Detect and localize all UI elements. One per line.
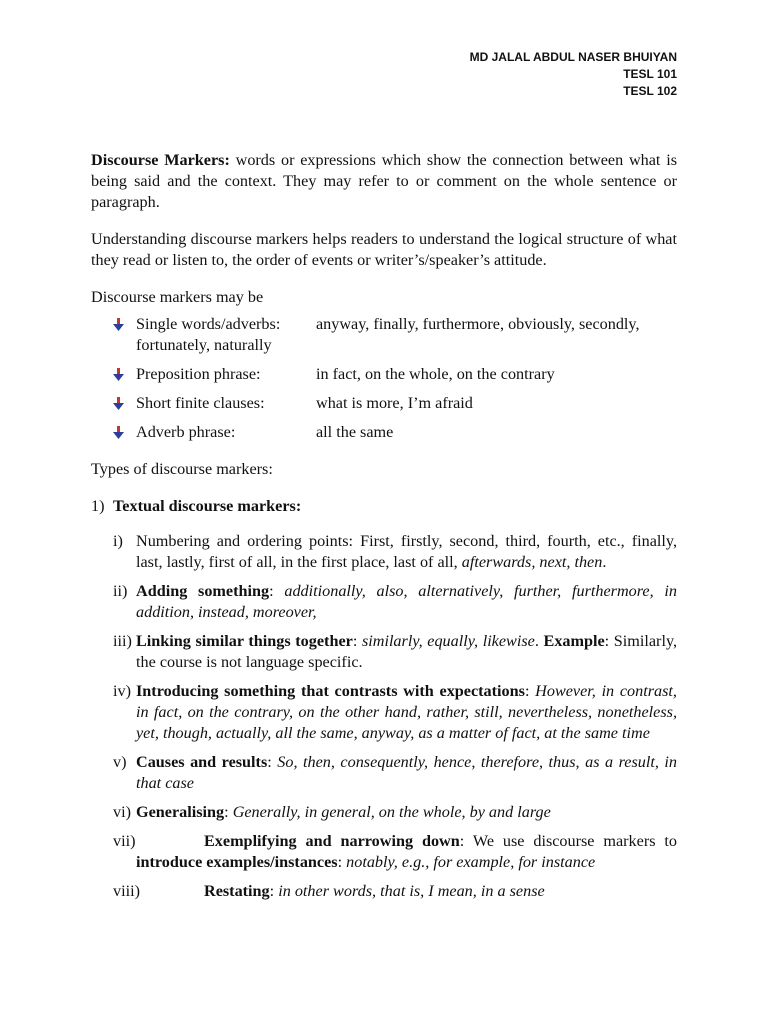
may-be-line: Discourse markers may be bbox=[91, 288, 264, 306]
list-item bbox=[91, 802, 677, 823]
arrow-bullet-icon bbox=[113, 397, 124, 410]
term-heading: Discourse Markers: bbox=[91, 151, 230, 169]
list-item bbox=[91, 831, 677, 873]
list-item bbox=[91, 531, 677, 573]
definition-paragraph bbox=[91, 150, 677, 213]
bullet-label: Single words/adverbs: bbox=[136, 315, 281, 333]
item-bold-2: introduce examples/instances bbox=[136, 853, 338, 871]
item-italic: similarly, equally, likewise bbox=[361, 632, 535, 650]
item-italic: Generally, in general, on the whole, by and large bbox=[232, 803, 551, 821]
bullet-label: Short finite clauses: bbox=[136, 394, 265, 412]
types-heading: Types of discourse markers: bbox=[91, 460, 273, 478]
document-body bbox=[91, 150, 677, 910]
item-sep: : bbox=[267, 753, 278, 771]
section-heading bbox=[91, 496, 677, 517]
arrow-bullet-icon bbox=[113, 426, 124, 439]
example-text: : Similarly, the course is not language specific. bbox=[136, 632, 678, 671]
author-name: MD JALAL ABDUL NASER BHUIYAN bbox=[469, 50, 677, 64]
item-number: vii) bbox=[113, 832, 136, 850]
item-bold: Introducing something that contrasts with expectations bbox=[136, 682, 525, 700]
section-number: 1) bbox=[91, 497, 105, 515]
item-bold: Exemplifying and narrowing down bbox=[204, 832, 460, 850]
bullet-examples-cont: fortunately, naturally bbox=[136, 336, 272, 354]
bullet-examples: anyway, finally, furthermore, obviously, secondly, bbox=[316, 315, 640, 333]
understanding-paragraph: Understanding discourse markers helps readers to understand the logical structure of what they read or listen to, the order of events or writer’s/speaker’s attitude. bbox=[91, 230, 677, 269]
item-sep: : bbox=[352, 632, 362, 650]
item-sep: : bbox=[269, 582, 285, 600]
section-title: Textual discourse markers: bbox=[113, 497, 302, 515]
list-item bbox=[91, 881, 677, 902]
list-item bbox=[91, 581, 677, 623]
bullet-label: Adverb phrase: bbox=[136, 423, 236, 441]
item-number: vi) bbox=[113, 803, 131, 821]
item-italic: So, then, consequently, hence, therefore, thus, as a result, in that case bbox=[136, 753, 678, 792]
bullet-examples: all the same bbox=[316, 423, 394, 441]
item-plain: : We use discourse markers to bbox=[459, 832, 677, 850]
item-bold: Restating bbox=[204, 882, 270, 900]
item-italic: additionally, also, alternatively, further, furthermore, in addition, instead, moreover, bbox=[136, 582, 677, 621]
list-item bbox=[91, 631, 677, 673]
item-tail: . bbox=[602, 553, 607, 571]
item-bold: Linking similar things together bbox=[136, 632, 353, 650]
document-header bbox=[470, 49, 677, 100]
bullet-examples: what is more, I’m afraid bbox=[316, 394, 473, 412]
item-number: viii) bbox=[113, 882, 140, 900]
item-bold: Causes and results bbox=[136, 753, 268, 771]
example-label: Example bbox=[543, 632, 605, 650]
bullet-item bbox=[91, 393, 677, 414]
definition-text: words or expressions which show the connection between what is being said and the context. They may refer to or comment on the whole sentence or paragraph. bbox=[91, 151, 677, 211]
item-sep: : bbox=[224, 803, 233, 821]
item-number: ii) bbox=[113, 582, 128, 600]
item-bold: Generalising bbox=[136, 803, 225, 821]
list-item bbox=[91, 752, 677, 794]
bullet-examples: in fact, on the whole, on the contrary bbox=[316, 365, 555, 383]
item-sep: : bbox=[524, 682, 536, 700]
item-italic: in other words, that is, I mean, in a sense bbox=[278, 882, 545, 900]
item-number: iv) bbox=[113, 682, 131, 700]
item-number: i) bbox=[113, 532, 123, 550]
bullet-item bbox=[91, 364, 677, 385]
item-italic: notably, e.g., for example, for instance bbox=[346, 853, 596, 871]
item-italic: However, in contrast, in fact, on the contrary, on the other hand, rather, still, nevertheless, nonetheless, yet, though, actually, all the same, anyway, as a matter of fact, at the same time bbox=[136, 682, 677, 742]
item-italic: afterwards, next, then bbox=[461, 553, 603, 571]
item-number: v) bbox=[113, 753, 127, 771]
item-sep: : bbox=[337, 853, 347, 871]
list-item bbox=[91, 681, 677, 744]
bullet-item bbox=[91, 422, 677, 443]
course-code-1: TESL 101 bbox=[623, 67, 677, 81]
item-sep: : bbox=[269, 882, 279, 900]
bullet-label: Preposition phrase: bbox=[136, 365, 261, 383]
item-after: . bbox=[534, 632, 544, 650]
course-code-2: TESL 102 bbox=[623, 84, 677, 98]
arrow-bullet-icon bbox=[113, 368, 124, 381]
item-bold: Adding something bbox=[136, 582, 270, 600]
item-text: Numbering and ordering points: First, firstly, second, third, fourth, etc., finally, last, lastly, first of all, in the first place, last of all, bbox=[136, 532, 677, 571]
item-number: iii) bbox=[113, 632, 132, 650]
bullet-item bbox=[91, 314, 677, 356]
arrow-bullet-icon bbox=[113, 318, 124, 331]
